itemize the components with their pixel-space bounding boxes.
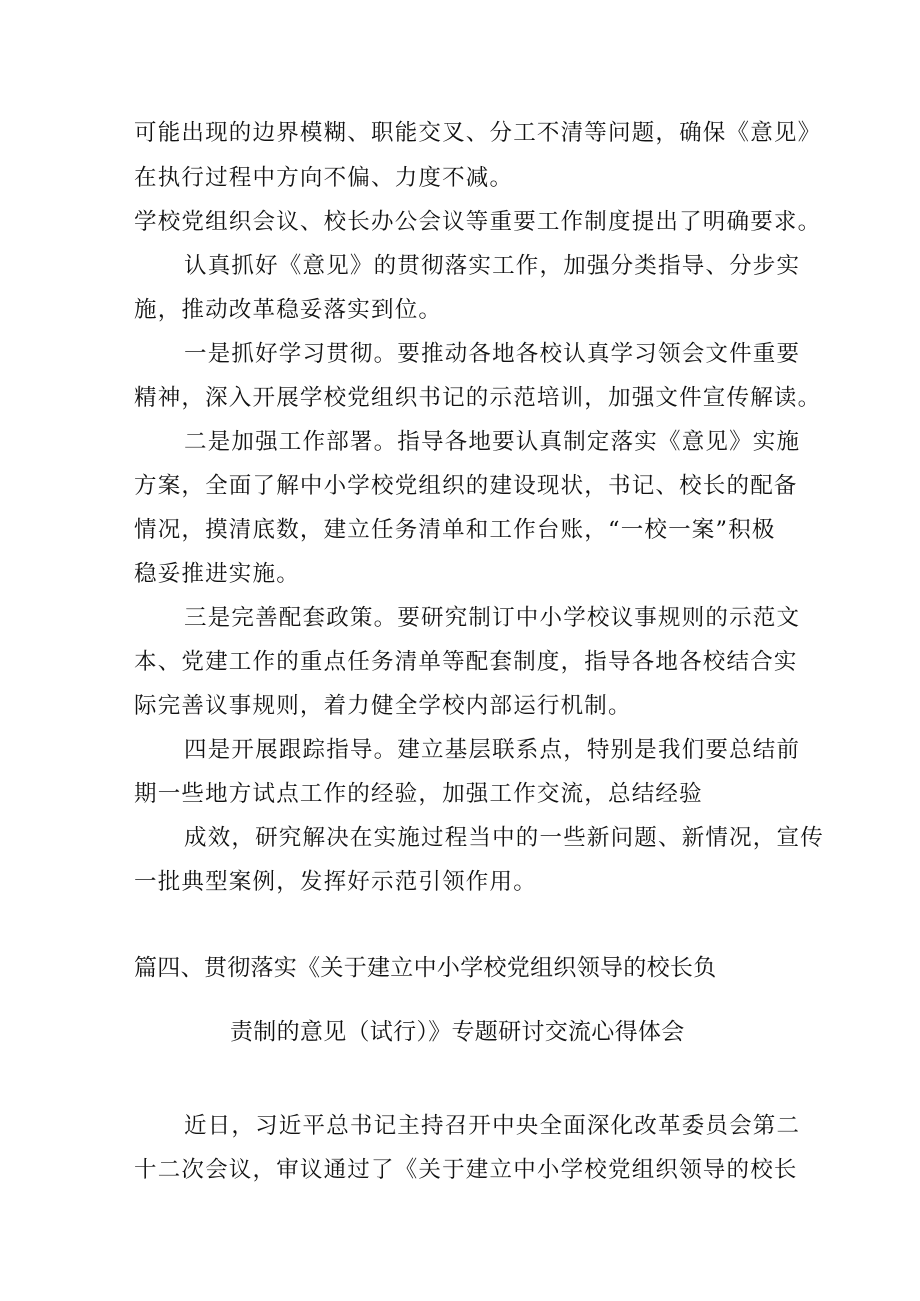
- section-heading-line2: 责制的意见（试行）》专题研讨交流心得体会: [230, 1019, 685, 1045]
- paragraph-first-line: 认真抓好《意见》的贯彻落实工作，加强分类指导、分步实: [184, 253, 801, 279]
- paragraph-first-line: 成效，研究解决在实施过程当中的一些新问题、新情况，宣传: [184, 825, 824, 851]
- body-line: 施，推动改革稳妥落实到位。: [134, 297, 443, 323]
- paragraph-first-line: 三是完善配套政策。要研究制订中小学校议事规则的示范文: [184, 605, 801, 631]
- body-line: 方案，全面了解中小学校党组织的建设现状，书记、校长的配备: [134, 473, 798, 499]
- body-line: 期一些地方试点工作的经验，加强工作交流，总结经验: [134, 781, 703, 807]
- body-line: 际完善议事规则，着力健全学校内部运行机制。: [134, 693, 632, 719]
- body-line: 稳妥推进实施。: [134, 561, 300, 587]
- body-line: 精神，深入开展学校党组织书记的示范培训，加强文件宣传解读。: [134, 385, 822, 411]
- paragraph-first-line: 一是抓好学习贯彻。要推动各地各校认真学习领会文件重要: [184, 341, 801, 367]
- paragraph-first-line: 近日，习近平总书记主持召开中央全面深化改革委员会第二: [184, 1113, 801, 1139]
- body-line: 本、党建工作的重点任务清单等配套制度，指导各地各校结合实: [134, 649, 798, 675]
- paragraph-first-line: 二是加强工作部署。指导各地要认真制定落实《意见》实施: [184, 429, 801, 455]
- body-line: 一批典型案例，发挥好示范引领作用。: [134, 869, 537, 895]
- body-line: 在执行过程中方向不偏、力度不减。: [134, 165, 514, 191]
- body-line: 十二次会议，审议通过了《关于建立中小学校党组织领导的校长: [134, 1157, 798, 1183]
- paragraph-first-line: 四是开展跟踪指导。建立基层联系点，特别是我们要总结前: [184, 737, 801, 763]
- body-line: 学校党组织会议、校长办公会议等重要工作制度提出了明确要求。: [134, 209, 822, 235]
- body-line: 情况，摸清底数，建立任务清单和工作台账，“一校一案”积极: [134, 517, 776, 543]
- section-heading-line1: 篇四、贯彻落实《关于建立中小学校党组织领导的校长负: [134, 955, 717, 981]
- body-line: 可能出现的边界模糊、职能交叉、分工不清等问题，确保《意见》: [134, 120, 822, 146]
